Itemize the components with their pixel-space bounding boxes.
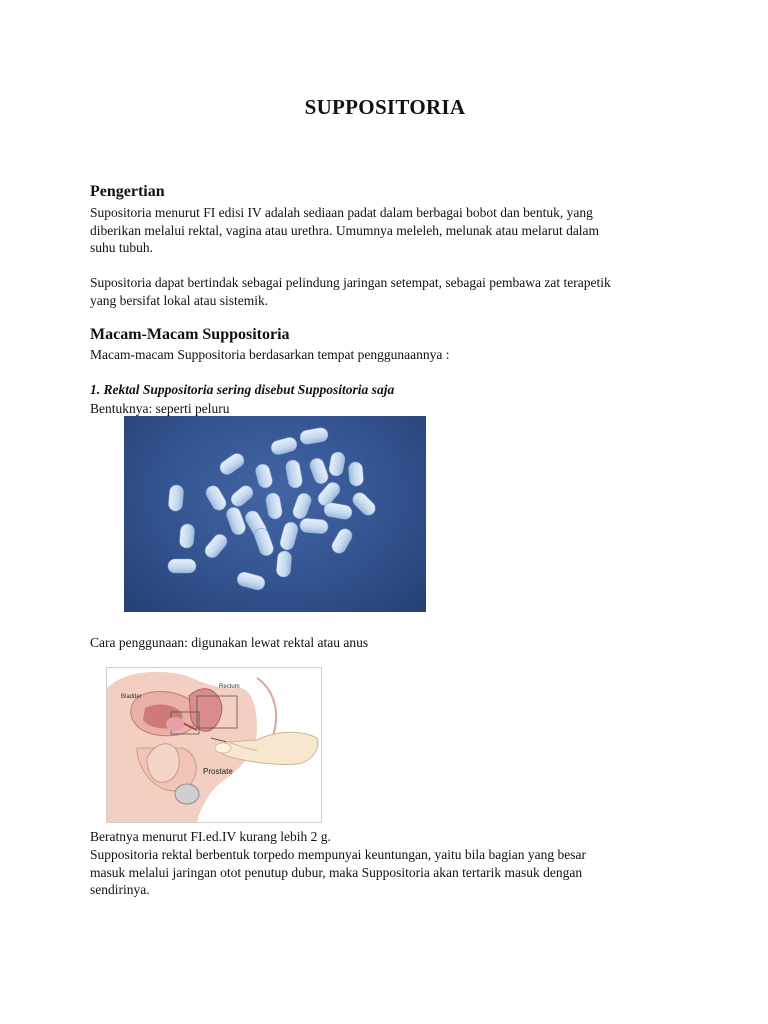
usage-caption: Cara penggunaan: digunakan lewat rektal atau anus	[90, 635, 369, 650]
suppository-pills-image	[124, 416, 426, 612]
text-line: Suppositoria rektal berbentuk torpedo mempunyai keuntungan, yaitu bila bagian yang besar	[90, 847, 586, 862]
text-line: Supositoria dapat bertindak sebagai pelindung jaringan setempat, sebagai pembawa zat terapetik	[90, 275, 611, 290]
shape-caption: Bentuknya: seperti peluru	[90, 401, 230, 416]
diagram-label-prostate: Prostate	[203, 767, 233, 776]
heading-rektal: 1. Rektal Suppositoria sering disebut Suppositoria saja	[90, 382, 395, 397]
paragraph-torpedo	[90, 846, 680, 899]
diagram-label-right: Rectum	[219, 684, 240, 690]
anatomy-diagram-image	[107, 668, 321, 822]
paragraph-function	[90, 274, 680, 309]
heading-macam: Macam-Macam Suppositoria	[90, 326, 290, 343]
diagram-label-left: Bladder	[121, 694, 142, 700]
suppository-photo	[124, 416, 426, 612]
text-line: yang bersifat lokal atau sistemik.	[90, 292, 269, 308]
text-line: suhu tubuh.	[90, 240, 154, 255]
paragraph-definition	[90, 204, 680, 257]
text-line: Supositoria menurut FI edisi IV adalah sediaan padat dalam berbagai bobot dan bentuk, yang	[90, 205, 593, 220]
text-line: masuk melalui jaringan otot penutup dubur, maka Suppositoria akan tertarik masuk dengan	[90, 864, 583, 880]
page-title: SUPPOSITORIA	[304, 95, 466, 119]
text-line: sendirinya.	[90, 882, 150, 897]
weight-caption: Beratnya menurut FI.ed.IV kurang lebih 2 g.	[90, 829, 331, 844]
text-line: diberikan melalui rektal, vagina atau urethra. Umumnya meleleh, melunak atau melarut dalam	[90, 222, 600, 238]
heading-pengertian: Pengertian	[90, 183, 165, 200]
macam-intro: Macam-macam Suppositoria berdasarkan tempat penggunaannya :	[90, 347, 450, 362]
rectal-insertion-diagram	[106, 667, 322, 823]
